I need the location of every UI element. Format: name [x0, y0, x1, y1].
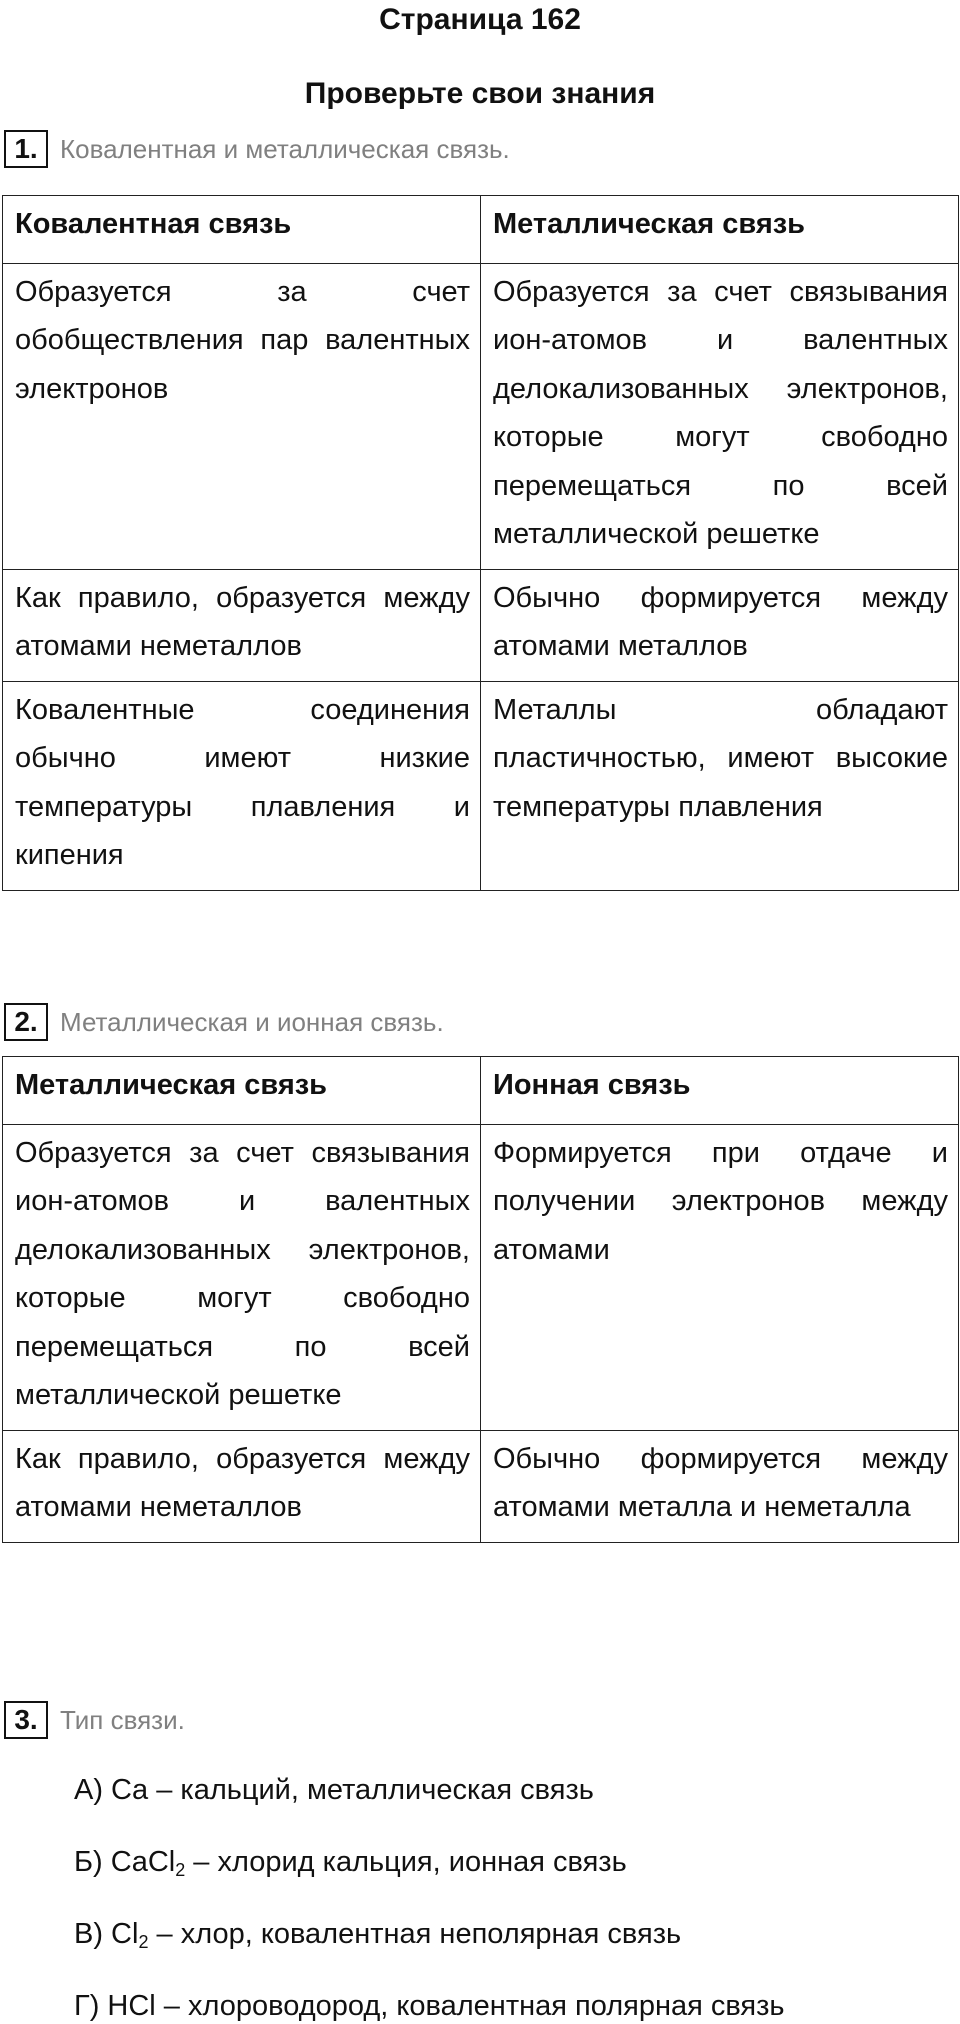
- table-cell: Металлы обладают пластичностью, имеют высокие температуры плавления: [481, 681, 959, 890]
- answer-item: [74, 1844, 785, 1916]
- task-2-title: Металлическая и ионная связь.: [60, 1007, 444, 1037]
- task-1-number: 1.: [4, 130, 48, 168]
- table-row: [3, 1430, 959, 1542]
- answer-subscript: 2: [138, 1932, 149, 1952]
- table-header-cell: Ковалентная связь: [3, 196, 481, 264]
- task-2-header: [4, 1002, 444, 1042]
- table-cell: Образуется за счет связывания ион-атомов и валентных делокализованных электронов, которые могут свободно перемещаться по всей металлической решетке: [3, 1124, 481, 1430]
- table-header-row: [3, 1057, 959, 1125]
- table-cell: Образуется за счет связывания ион-атомов и валентных делокализованных электронов, которые могут свободно перемещаться по всей металлической решетке: [481, 263, 959, 569]
- answer-formula: Б) CaCl: [74, 1846, 176, 1878]
- table-row: [3, 263, 959, 569]
- page-title: Страница 162: [379, 3, 581, 36]
- task-3-number: 3.: [4, 1701, 48, 1739]
- task-3-answers: [74, 1772, 785, 2024]
- table-cell: Образуется за счет обобществления пар валентных электронов: [3, 263, 481, 569]
- answer-text: – хлорид кальция, ионная связь: [185, 1846, 627, 1878]
- answer-item: [74, 1772, 785, 1844]
- task-1-title: Ковалентная и металлическая связь.: [60, 134, 510, 164]
- answer-text: – хлор, ковалентная неполярная связь: [148, 1918, 682, 1950]
- task-1-header: [4, 129, 510, 169]
- task-2-number: 2.: [4, 1003, 48, 1041]
- table-cell: Как правило, образуется между атомами неметаллов: [3, 1430, 481, 1542]
- table-cell: Как правило, образуется между атомами неметаллов: [3, 569, 481, 681]
- table-row: [3, 1124, 959, 1430]
- table-row: [3, 569, 959, 681]
- table-header-cell: Металлическая связь: [481, 196, 959, 264]
- table-cell: Обычно формируется между атомами металла и неметалла: [481, 1430, 959, 1542]
- table-header-cell: Металлическая связь: [3, 1057, 481, 1125]
- answer-item: [74, 1988, 785, 2024]
- table-header-row: [3, 196, 959, 264]
- answer-formula: Г) HCl: [74, 1990, 156, 2022]
- task-2-table: [2, 1056, 959, 1543]
- table-cell: Ковалентные соединения обычно имеют низкие температуры плавления и кипения: [3, 681, 481, 890]
- answer-subscript: 2: [175, 1860, 186, 1880]
- answer-formula: В) Cl: [74, 1918, 139, 1950]
- answer-text: – кальций, металлическая связь: [148, 1774, 594, 1806]
- table-row: [3, 681, 959, 890]
- task-3-title: Тип связи.: [60, 1705, 185, 1735]
- task-3-header: [4, 1700, 185, 1740]
- task-1-table: [2, 195, 959, 891]
- table-cell: Обычно формируется между атомами металлов: [481, 569, 959, 681]
- section-title: Проверьте свои знания: [304, 77, 656, 110]
- answer-text: – хлороводород, ковалентная полярная связь: [155, 1990, 785, 2022]
- answer-item: [74, 1916, 785, 1988]
- table-header-cell: Ионная связь: [481, 1057, 959, 1125]
- table-cell: Формируется при отдаче и получении электронов между атомами: [481, 1124, 959, 1430]
- answer-formula: А) Ca: [74, 1774, 149, 1806]
